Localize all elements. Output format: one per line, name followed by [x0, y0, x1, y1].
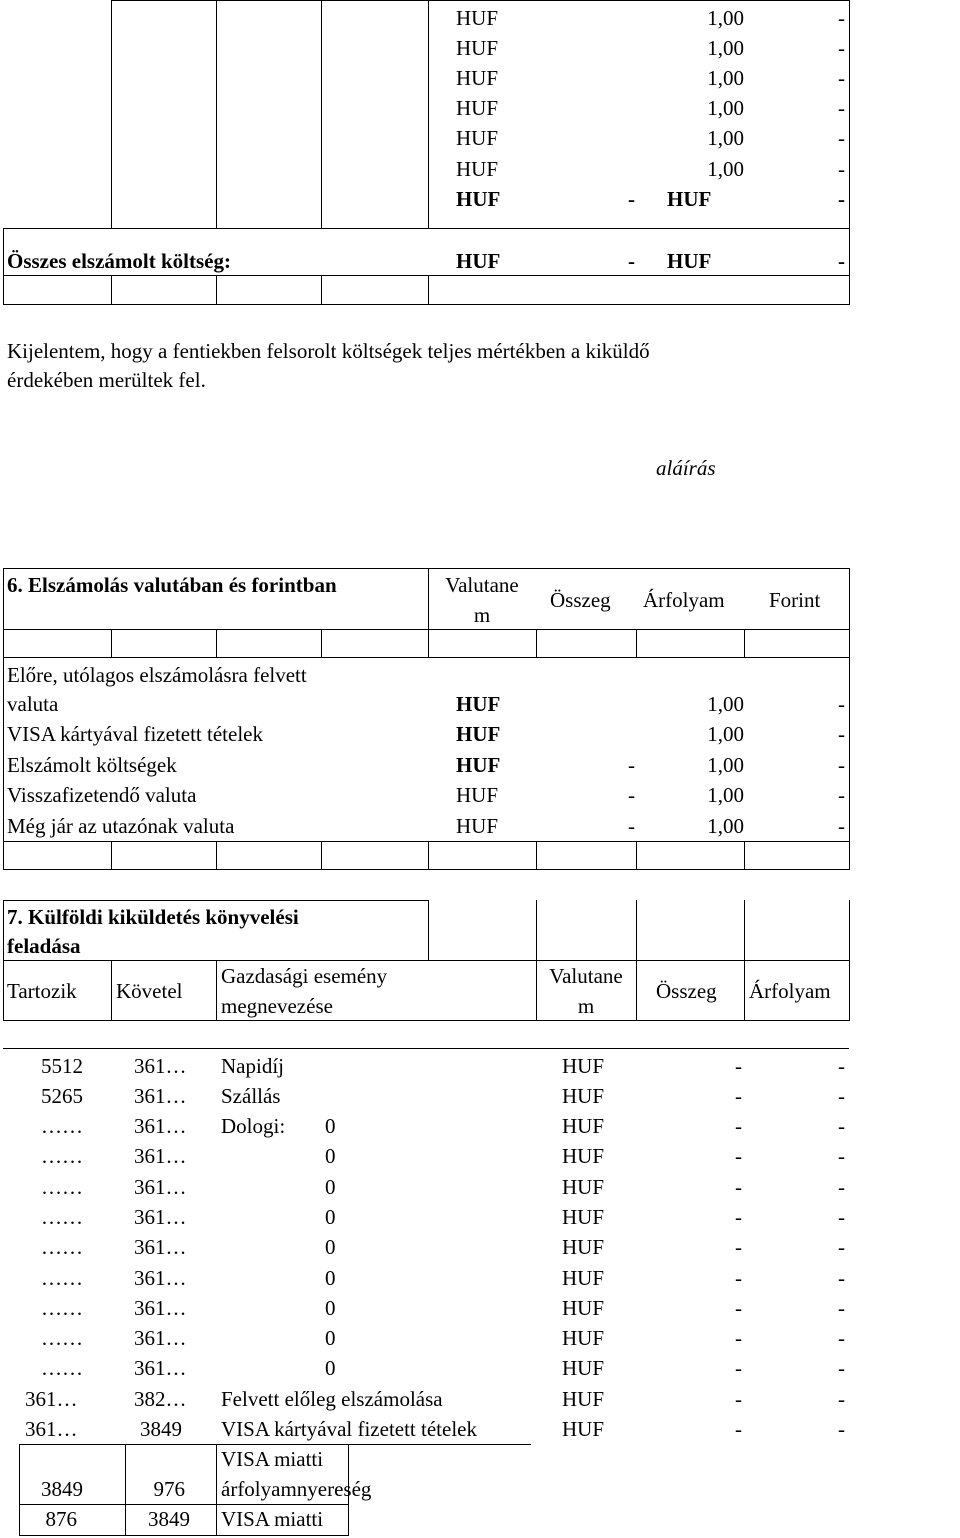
arfolyam-cell: - [838, 1417, 845, 1441]
currency-cell: HUF [456, 66, 499, 90]
section-title: feladása [7, 934, 81, 958]
esemeny-cell: 0 [325, 1175, 336, 1199]
amount-cell: - [838, 66, 845, 90]
arfolyam-cell: - [838, 1144, 845, 1168]
currency-cell: HUF [562, 1054, 605, 1078]
osszeg-cell: - [735, 1356, 742, 1380]
arfolyam-cell: - [838, 1084, 845, 1108]
forint-cell: - [838, 753, 845, 777]
currency-cell: HUF [456, 753, 501, 777]
esemeny-cell: VISA kártyával fizetett tételek [221, 1417, 477, 1441]
kovetel-cell: 361… [134, 1326, 187, 1350]
kovetel-cell: 3849 [140, 1417, 182, 1441]
column-header-esemeny: megnevezése [221, 994, 333, 1018]
kovetel-cell: 361… [134, 1266, 187, 1290]
tartozik-cell: …… [41, 1235, 83, 1259]
esemeny-cell: árfolyamnyereség [221, 1477, 372, 1501]
tartozik-cell: 361… [25, 1417, 78, 1441]
osszeg-cell: - [735, 1296, 742, 1320]
rate-cell: 1,00 [707, 126, 744, 150]
currency-cell: HUF [562, 1326, 605, 1350]
currency-cell: HUF [667, 187, 712, 211]
currency-cell: HUF [562, 1356, 605, 1380]
column-header-osszeg: Összeg [550, 588, 611, 612]
section-title: 7. Külföldi kiküldetés könyvelési [7, 905, 299, 929]
forint-cell: - [838, 783, 845, 807]
currency-cell: HUF [456, 157, 499, 181]
osszeg-cell: - [735, 1205, 742, 1229]
tartozik-cell: 3849 [41, 1477, 83, 1501]
kovetel-cell: 382… [134, 1387, 187, 1411]
column-header-tartozik: Tartozik [7, 979, 77, 1003]
column-header-valutanem: m [577, 994, 595, 1018]
tartozik-cell: …… [41, 1326, 83, 1350]
currency-cell: HUF [562, 1417, 605, 1441]
total-label: Összes elszámolt költség: [7, 249, 231, 273]
column-header-valutanem: m [473, 603, 491, 627]
section-title: 6. Elszámolás valutában és forintban [7, 573, 337, 597]
currency-cell: HUF [562, 1084, 605, 1108]
rate-cell: 1,00 [707, 783, 744, 807]
amount-cell: - [838, 126, 845, 150]
kovetel-cell: 361… [134, 1296, 187, 1320]
row-label: valuta [7, 692, 59, 716]
amount-cell: - [838, 157, 845, 181]
column-header-valutanem: Valutane [549, 964, 623, 988]
esemeny-cell: VISA miatti [221, 1447, 324, 1471]
tartozik-cell: …… [41, 1175, 83, 1199]
currency-cell: HUF [667, 249, 712, 273]
column-header-valutanem: Valutane [445, 573, 519, 597]
row-label: Előre, utólagos elszámolásra felvett [7, 663, 307, 687]
currency-cell: HUF [562, 1114, 605, 1138]
forint-cell: - [838, 692, 845, 716]
esemeny-cell: 0 [325, 1296, 336, 1320]
esemeny-cell: 0 [325, 1144, 336, 1168]
amount-cell: - [838, 249, 845, 273]
column-header-forint: Forint [769, 588, 821, 612]
arfolyam-cell: - [838, 1356, 845, 1380]
rate-cell: 1,00 [707, 753, 744, 777]
arfolyam-cell: - [838, 1266, 845, 1290]
esemeny-cell: 0 [325, 1205, 336, 1229]
kovetel-cell: 361… [134, 1205, 187, 1229]
kovetel-cell: 361… [134, 1356, 187, 1380]
osszeg-cell: - [735, 1114, 742, 1138]
esemeny-cell: Szállás [221, 1084, 281, 1108]
currency-cell: HUF [562, 1296, 605, 1320]
arfolyam-cell: - [838, 1326, 845, 1350]
esemeny-cell: 0 [325, 1326, 336, 1350]
kovetel-cell: 361… [134, 1144, 187, 1168]
esemeny-cell: 0 [325, 1114, 336, 1138]
tartozik-cell: …… [41, 1205, 83, 1229]
tartozik-cell: …… [41, 1266, 83, 1290]
esemeny-cell: Napidíj [221, 1054, 284, 1078]
row-label: Még jár az utazónak valuta [7, 814, 235, 838]
signature-label: aláírás [656, 456, 716, 480]
tartozik-cell: …… [41, 1356, 83, 1380]
rate-cell: 1,00 [707, 66, 744, 90]
currency-cell: HUF [562, 1235, 605, 1259]
column-header-kovetel: Követel [116, 979, 183, 1003]
arfolyam-cell: - [838, 1296, 845, 1320]
amount-cell: - [628, 249, 635, 273]
currency-cell: HUF [456, 36, 499, 60]
kovetel-cell: 361… [134, 1084, 187, 1108]
osszeg-cell: - [735, 1144, 742, 1168]
osszeg-cell: - [628, 753, 635, 777]
osszeg-cell: - [735, 1326, 742, 1350]
column-header-arfolyam: Árfolyam [643, 588, 725, 612]
osszeg-cell: - [735, 1387, 742, 1411]
row-label: Elszámolt költségek [7, 753, 177, 777]
arfolyam-cell: - [838, 1235, 845, 1259]
currency-cell: HUF [562, 1144, 605, 1168]
osszeg-cell: - [735, 1084, 742, 1108]
currency-cell: HUF [562, 1387, 605, 1411]
currency-cell: HUF [456, 126, 499, 150]
forint-cell: - [838, 814, 845, 838]
arfolyam-cell: - [838, 1175, 845, 1199]
currency-cell: HUF [562, 1205, 605, 1229]
currency-cell: HUF [456, 692, 501, 716]
column-header-arfolyam: Árfolyam [749, 979, 831, 1003]
kovetel-cell: 976 [153, 1477, 185, 1501]
currency-cell: HUF [456, 96, 499, 120]
declaration-text: érdekében merültek fel. [7, 368, 206, 392]
rate-cell: 1,00 [707, 36, 744, 60]
rate-cell: 1,00 [707, 157, 744, 181]
currency-cell: HUF [456, 783, 499, 807]
osszeg-cell: - [628, 814, 635, 838]
tartozik-cell: 5512 [41, 1054, 83, 1078]
kovetel-cell: 3849 [148, 1507, 190, 1531]
kovetel-cell: 361… [134, 1114, 187, 1138]
rate-cell: 1,00 [707, 814, 744, 838]
amount-cell: - [838, 6, 845, 30]
currency-cell: HUF [456, 249, 501, 273]
declaration-text: Kijelentem, hogy a fentiekben felsorolt költségek teljes mértékben a kiküldő [7, 339, 650, 363]
rate-cell: 1,00 [707, 96, 744, 120]
currency-cell: HUF [456, 6, 499, 30]
amount-cell: - [838, 36, 845, 60]
arfolyam-cell: - [838, 1387, 845, 1411]
currency-cell: HUF [562, 1266, 605, 1290]
currency-cell: HUF [456, 187, 501, 211]
esemeny-cell: Felvett előleg elszámolása [221, 1387, 443, 1411]
arfolyam-cell: - [838, 1054, 845, 1078]
esemeny-cell: Dologi: [221, 1114, 286, 1138]
osszeg-cell: - [735, 1266, 742, 1290]
arfolyam-cell: - [838, 1205, 845, 1229]
kovetel-cell: 361… [134, 1235, 187, 1259]
osszeg-cell: - [735, 1417, 742, 1441]
tartozik-cell: 876 [45, 1507, 77, 1531]
kovetel-cell: 361… [134, 1175, 187, 1199]
currency-cell: HUF [562, 1175, 605, 1199]
rate-cell: 1,00 [707, 692, 744, 716]
rate-cell: 1,00 [707, 6, 744, 30]
tartozik-cell: …… [41, 1114, 83, 1138]
tartozik-cell: 5265 [41, 1084, 83, 1108]
esemeny-cell: VISA miatti [221, 1507, 324, 1531]
arfolyam-cell: - [838, 1114, 845, 1138]
currency-cell: HUF [456, 814, 499, 838]
osszeg-cell: - [735, 1175, 742, 1199]
esemeny-cell: 0 [325, 1266, 336, 1290]
esemeny-cell: 0 [325, 1356, 336, 1380]
amount-cell: - [838, 187, 845, 211]
currency-cell: HUF [456, 722, 501, 746]
forint-cell: - [838, 722, 845, 746]
kovetel-cell: 361… [134, 1054, 187, 1078]
amount-cell: - [838, 96, 845, 120]
column-header-esemeny: Gazdasági esemény [221, 964, 388, 988]
osszeg-cell: - [735, 1235, 742, 1259]
rate-cell: 1,00 [707, 722, 744, 746]
column-header-osszeg: Összeg [656, 979, 717, 1003]
esemeny-cell: 0 [325, 1235, 336, 1259]
tartozik-cell: …… [41, 1296, 83, 1320]
tartozik-cell: 361… [25, 1387, 78, 1411]
osszeg-cell: - [735, 1054, 742, 1078]
row-label: VISA kártyával fizetett tételek [7, 722, 263, 746]
osszeg-cell: - [628, 783, 635, 807]
amount-cell: - [628, 187, 635, 211]
tartozik-cell: …… [41, 1144, 83, 1168]
row-label: Visszafizetendő valuta [7, 783, 197, 807]
